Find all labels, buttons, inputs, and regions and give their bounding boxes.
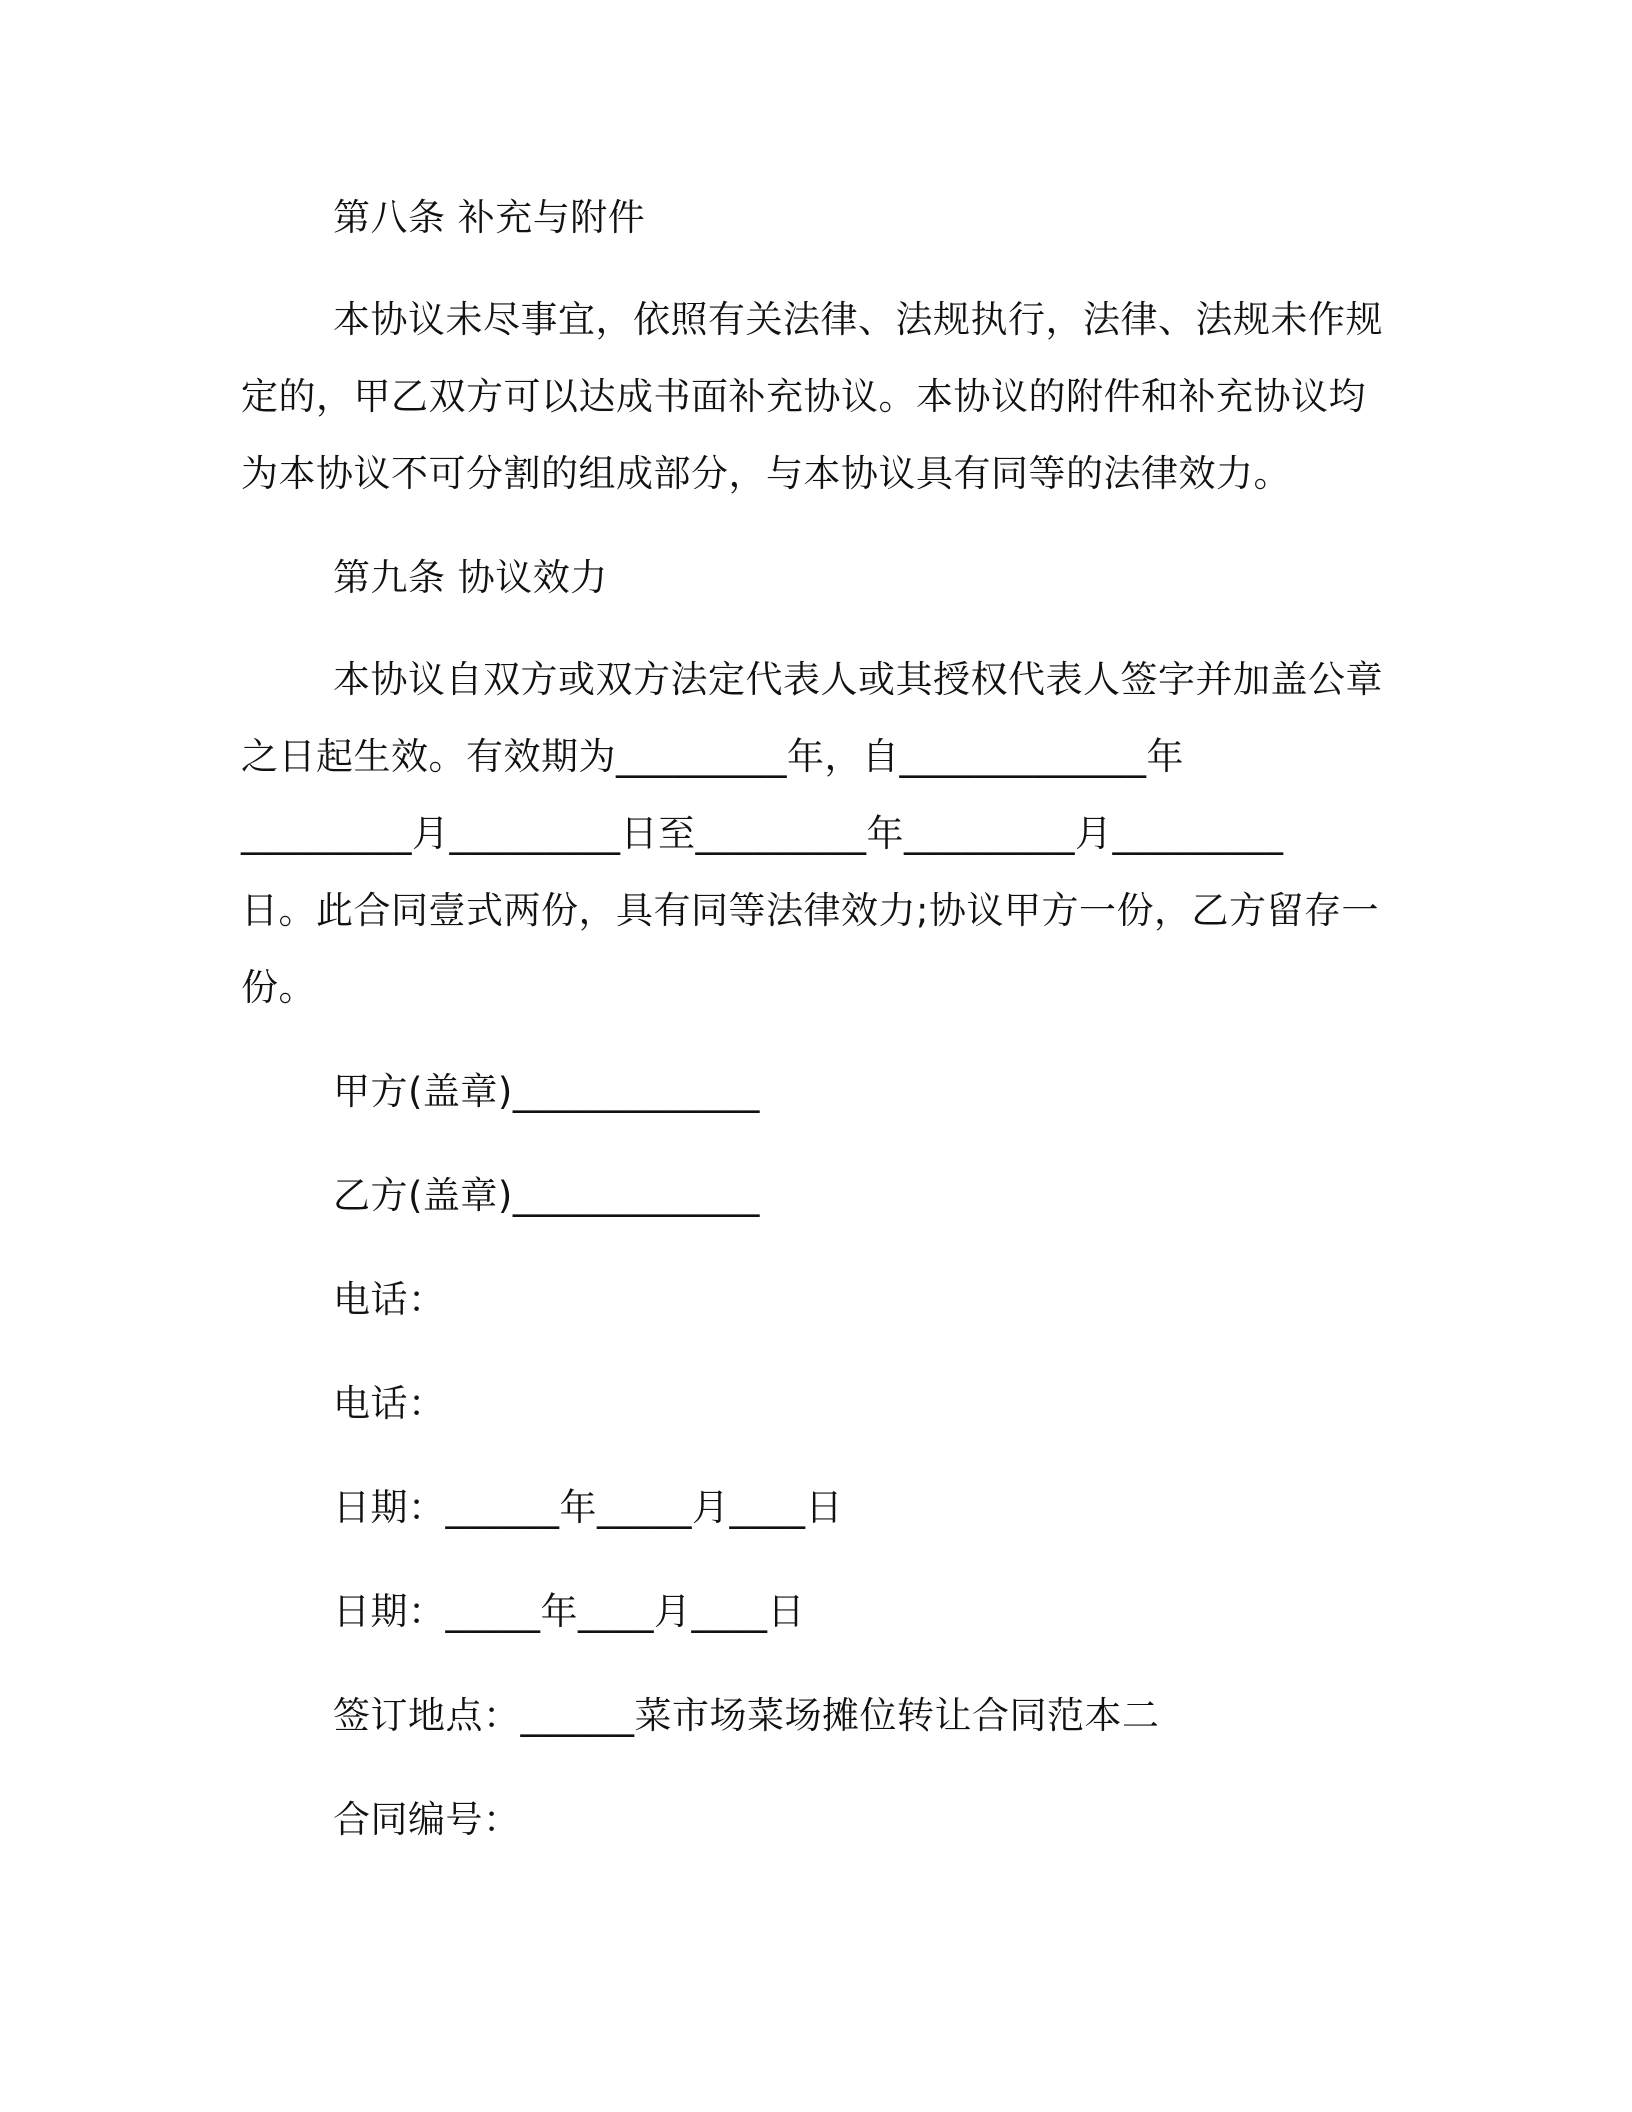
party-b-date: 日期：_____年____月____日	[333, 1590, 805, 1633]
article8-paragraph-line-1: 本协议未尽事宜，依照有关法律、法规执行，法律、法规未作规	[333, 298, 1383, 341]
article8-paragraph-line-2: 定的，甲乙双方可以达成书面补充协议。本协议的附件和补充协议均	[241, 375, 1366, 418]
article9-paragraph-line-5: 份。	[241, 966, 316, 1009]
article9-paragraph-line-3: _________月_________日至_________年_________月_________	[241, 812, 1284, 855]
party-a-date: 日期：______年_____月____日	[333, 1486, 843, 1529]
signing-place: 签订地点：______菜市场菜场摊位转让合同范本二	[333, 1694, 1160, 1737]
article8-paragraph-line-3: 为本协议不可分割的组成部分，与本协议具有同等的法律效力。	[241, 452, 1291, 495]
party-a-phone: 电话：	[333, 1278, 446, 1321]
party-b-phone: 电话：	[333, 1382, 446, 1425]
contract-number: 合同编号：	[333, 1798, 521, 1841]
article8-heading: 第八条 补充与附件	[333, 196, 646, 239]
article9-paragraph-line-4: 日。此合同壹式两份，具有同等法律效力;协议甲方一份，乙方留存一	[241, 889, 1379, 932]
article9-paragraph-line-1: 本协议自双方或双方法定代表人或其授权代表人签字并加盖公章	[333, 658, 1383, 701]
party-b-seal-line: 乙方(盖章)_____________	[333, 1174, 760, 1217]
article9-heading: 第九条 协议效力	[333, 556, 608, 599]
article9-paragraph-line-2: 之日起生效。有效期为_________年，自_____________年	[241, 735, 1184, 778]
party-a-seal-line: 甲方(盖章)_____________	[333, 1070, 760, 1113]
